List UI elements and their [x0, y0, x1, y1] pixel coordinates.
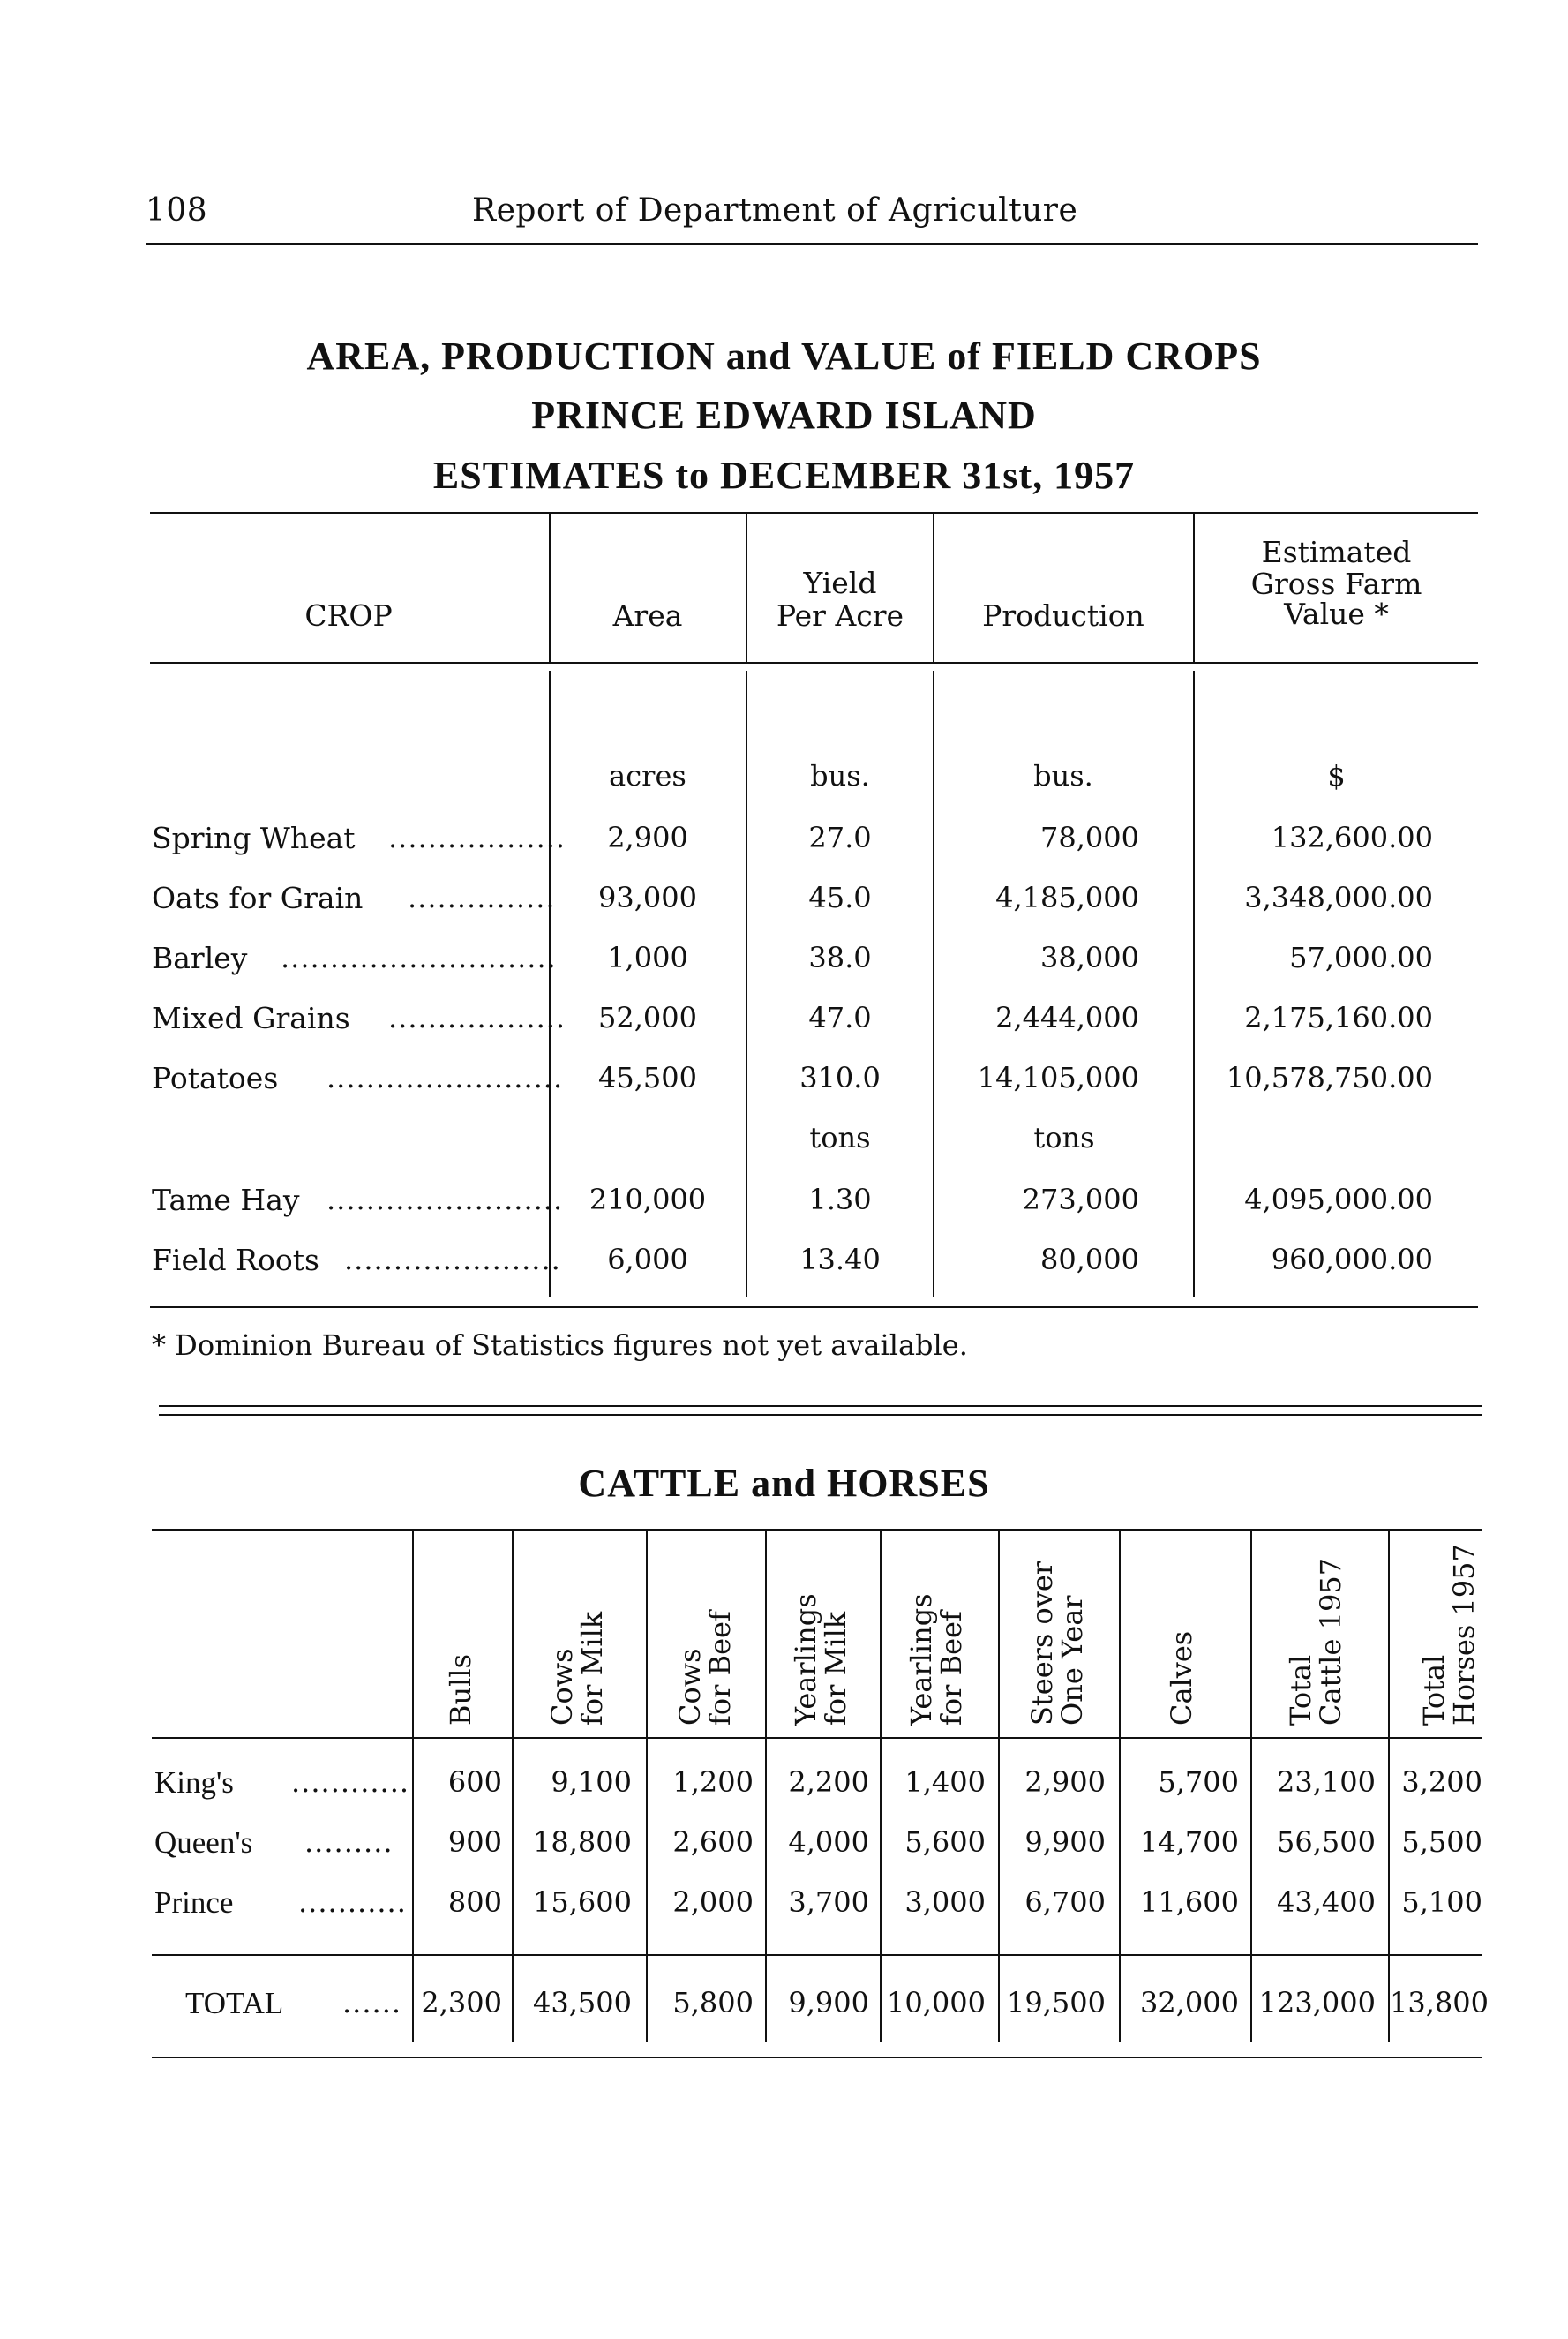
total-steers: 19,500: [1007, 1986, 1106, 2019]
cows-milk-value: 18,800: [533, 1825, 632, 1859]
col-header-yield-1: Yield: [803, 566, 877, 600]
steers-value: 2,900: [1024, 1765, 1106, 1799]
unit-yield: bus.: [810, 759, 870, 793]
bulls-value: 600: [447, 1765, 502, 1799]
yearlings-milk-value: 2,200: [788, 1765, 869, 1799]
total-cattle-value: 23,100: [1277, 1765, 1376, 1799]
col-header-line: Yearlings: [789, 1593, 822, 1726]
yield-value: 13.40: [799, 1243, 881, 1276]
col-header-value-2: Gross Farm: [1250, 567, 1422, 601]
dot-leader: ........................: [326, 1061, 564, 1094]
dot-leader: ............: [291, 1765, 410, 1799]
cattle-table-header-rule: [152, 1737, 1482, 1739]
gross-value: 960,000.00: [1271, 1243, 1433, 1276]
yield-value: 1.30: [808, 1183, 872, 1216]
col-header-line: for Milk: [819, 1611, 852, 1726]
col-header-line: for Milk: [575, 1611, 609, 1726]
gross-value: 3,348,000.00: [1244, 881, 1433, 914]
dot-leader: ............................: [281, 941, 557, 974]
col-header-calves: [1167, 1631, 1197, 1726]
total-horses-value: 5,100: [1401, 1885, 1482, 1919]
col-header-line: Cows: [545, 1648, 579, 1726]
total-yearlings-milk: 9,900: [788, 1986, 869, 2019]
yearlings-milk-value: 3,700: [788, 1885, 869, 1919]
area-value: 45,500: [598, 1061, 697, 1094]
page-number: 108: [146, 192, 208, 229]
total-bulls: 2,300: [421, 1986, 502, 2019]
yield-value: 38.0: [808, 941, 872, 974]
col-header-line: Cows: [673, 1648, 707, 1726]
yield-value: 45.0: [808, 881, 872, 914]
total-yearlings-beef: 10,000: [887, 1986, 986, 2019]
area-value: 6,000: [607, 1243, 688, 1276]
col-header-line: Bulls: [444, 1653, 477, 1726]
cattle-table-total-rule: [152, 1954, 1482, 1956]
col-header-line: Steers over: [1025, 1561, 1059, 1726]
col-header-line: Total: [1284, 1654, 1317, 1726]
col-header-crop: CROP: [304, 598, 393, 633]
separator-rule-2: [159, 1414, 1482, 1416]
gross-value: 57,000.00: [1289, 941, 1433, 974]
calves-value: 5,700: [1158, 1765, 1239, 1799]
col-header-cows-milk: [547, 1612, 607, 1726]
cattle-title: CATTLE and HORSES: [578, 1462, 990, 1505]
calves-value: 11,600: [1140, 1885, 1239, 1919]
crops-header-divider-1: [549, 514, 551, 662]
col-header-value-3: Value *: [1284, 597, 1389, 631]
footnote: * Dominion Bureau of Statistics figures not yet available.: [152, 1328, 968, 1362]
col-header-bulls: [446, 1654, 476, 1726]
production-value: 14,105,000: [977, 1061, 1139, 1094]
production-value: 4,185,000: [995, 881, 1139, 914]
cattle-table-top-rule: [152, 1529, 1482, 1531]
col-header-area: Area: [612, 598, 683, 633]
cows-milk-value: 9,100: [551, 1765, 632, 1799]
total-horses: 13,800: [1390, 1986, 1489, 2019]
cows-beef-value: 2,000: [672, 1885, 754, 1919]
county-label: Queen's: [154, 1825, 253, 1860]
yearlings-beef-value: 5,600: [904, 1825, 986, 1859]
production-value: 80,000: [1040, 1243, 1139, 1276]
gross-value: 10,578,750.00: [1226, 1061, 1433, 1094]
col-header-steers: [1027, 1561, 1087, 1726]
col-header-yield-2: Per Acre: [776, 598, 904, 633]
unit-value: $: [1327, 759, 1346, 793]
yield-value: 310.0: [799, 1061, 881, 1094]
field-crops-title-1: AREA, PRODUCTION and VALUE of FIELD CROPS: [306, 335, 1262, 378]
gross-value: 4,095,000.00: [1244, 1183, 1433, 1216]
area-value: 1,000: [607, 941, 688, 974]
col-header-yearlings-milk: [791, 1593, 851, 1726]
bulls-value: 900: [447, 1825, 502, 1859]
dot-leader: ..................: [388, 821, 566, 854]
cows-milk-value: 15,600: [533, 1885, 632, 1919]
production-value: 273,000: [1022, 1183, 1139, 1216]
calves-value: 14,700: [1140, 1825, 1239, 1859]
col-header-line: Cattle 1957: [1314, 1557, 1347, 1726]
area-value: 52,000: [598, 1001, 697, 1034]
crop-label: Barley: [152, 941, 248, 975]
field-crops-title-2: PRINCE EDWARD ISLAND: [531, 394, 1037, 437]
col-header-line: One Year: [1055, 1595, 1089, 1726]
bulls-value: 800: [447, 1885, 502, 1919]
total-cows-milk: 43,500: [533, 1986, 632, 2019]
area-value: 210,000: [589, 1183, 707, 1216]
crop-label: Tame Hay: [152, 1183, 300, 1217]
steers-value: 6,700: [1024, 1885, 1106, 1919]
header-rule: [146, 243, 1478, 245]
yield-value: 47.0: [808, 1001, 872, 1034]
crops-table-top-rule: [150, 512, 1478, 514]
total-cattle: 123,000: [1258, 1986, 1376, 2019]
total-horses-value: 5,500: [1401, 1825, 1482, 1859]
crop-label: Field Roots: [152, 1243, 319, 1277]
gross-value: 2,175,160.00: [1244, 1001, 1433, 1034]
production-value: 38,000: [1040, 941, 1139, 974]
area-value: 2,900: [607, 821, 688, 854]
total-horses-value: 3,200: [1401, 1765, 1482, 1799]
county-label: Prince: [154, 1885, 234, 1920]
col-header-line: Horses 1957: [1447, 1544, 1481, 1726]
production-value: 2,444,000: [995, 1001, 1139, 1034]
field-crops-title-3: ESTIMATES to DECEMBER 31st, 1957: [432, 454, 1136, 497]
crop-label: Oats for Grain: [152, 881, 364, 915]
col-header-line: Yearlings: [904, 1593, 938, 1726]
crops-table-bottom-rule: [150, 1306, 1478, 1308]
col-header-production: Production: [982, 598, 1144, 633]
production-value: 78,000: [1040, 821, 1139, 854]
dot-leader: ......: [342, 1986, 402, 2019]
yearlings-beef-value: 1,400: [904, 1765, 986, 1799]
dot-leader: ..................: [388, 1001, 566, 1034]
crop-label: Mixed Grains: [152, 1001, 350, 1035]
yield-value: 27.0: [808, 821, 872, 854]
crops-table-header-rule: [150, 662, 1478, 664]
crop-label: Spring Wheat: [152, 821, 356, 855]
crop-label: Potatoes: [152, 1061, 279, 1095]
crops-header-divider-3: [933, 514, 934, 662]
cattle-table-bottom-rule: [152, 2057, 1482, 2058]
steers-value: 9,900: [1024, 1825, 1106, 1859]
dot-leader: ...............: [408, 881, 556, 914]
col-header-line: Total: [1417, 1654, 1451, 1726]
total-calves: 32,000: [1140, 1986, 1239, 2019]
col-header-total-cattle: [1286, 1558, 1346, 1726]
total-label: TOTAL: [185, 1986, 284, 2020]
county-label: King's: [154, 1765, 234, 1800]
total-cattle-value: 43,400: [1277, 1885, 1376, 1919]
col-header-line: for Beef: [934, 1611, 968, 1726]
separator-rule-1: [159, 1405, 1482, 1407]
dot-leader: ......................: [344, 1243, 561, 1276]
unit-yield-tons: tons: [809, 1121, 871, 1154]
col-header-line: Calves: [1165, 1630, 1198, 1726]
total-cattle-value: 56,500: [1277, 1825, 1376, 1859]
yearlings-beef-value: 3,000: [904, 1885, 986, 1919]
running-title: Report of Department of Agriculture: [472, 192, 1078, 229]
dot-leader: ........................: [326, 1183, 564, 1216]
total-cows-beef: 5,800: [672, 1986, 754, 2019]
dot-leader: .........: [304, 1825, 394, 1859]
unit-production: bus.: [1033, 759, 1093, 793]
unit-production-tons: tons: [1033, 1121, 1095, 1154]
col-header-line: for Beef: [703, 1611, 737, 1726]
col-header-total-horses: [1419, 1544, 1479, 1726]
cows-beef-value: 1,200: [672, 1765, 754, 1799]
cows-beef-value: 2,600: [672, 1825, 754, 1859]
gross-value: 132,600.00: [1271, 821, 1433, 854]
unit-area: acres: [609, 759, 686, 793]
dot-leader: ...........: [298, 1885, 407, 1919]
col-header-cows-beef: [675, 1611, 735, 1726]
col-header-value-1: Estimated: [1261, 535, 1412, 569]
col-header-yearlings-beef: [906, 1593, 966, 1726]
yearlings-milk-value: 4,000: [788, 1825, 869, 1859]
area-value: 93,000: [598, 881, 697, 914]
